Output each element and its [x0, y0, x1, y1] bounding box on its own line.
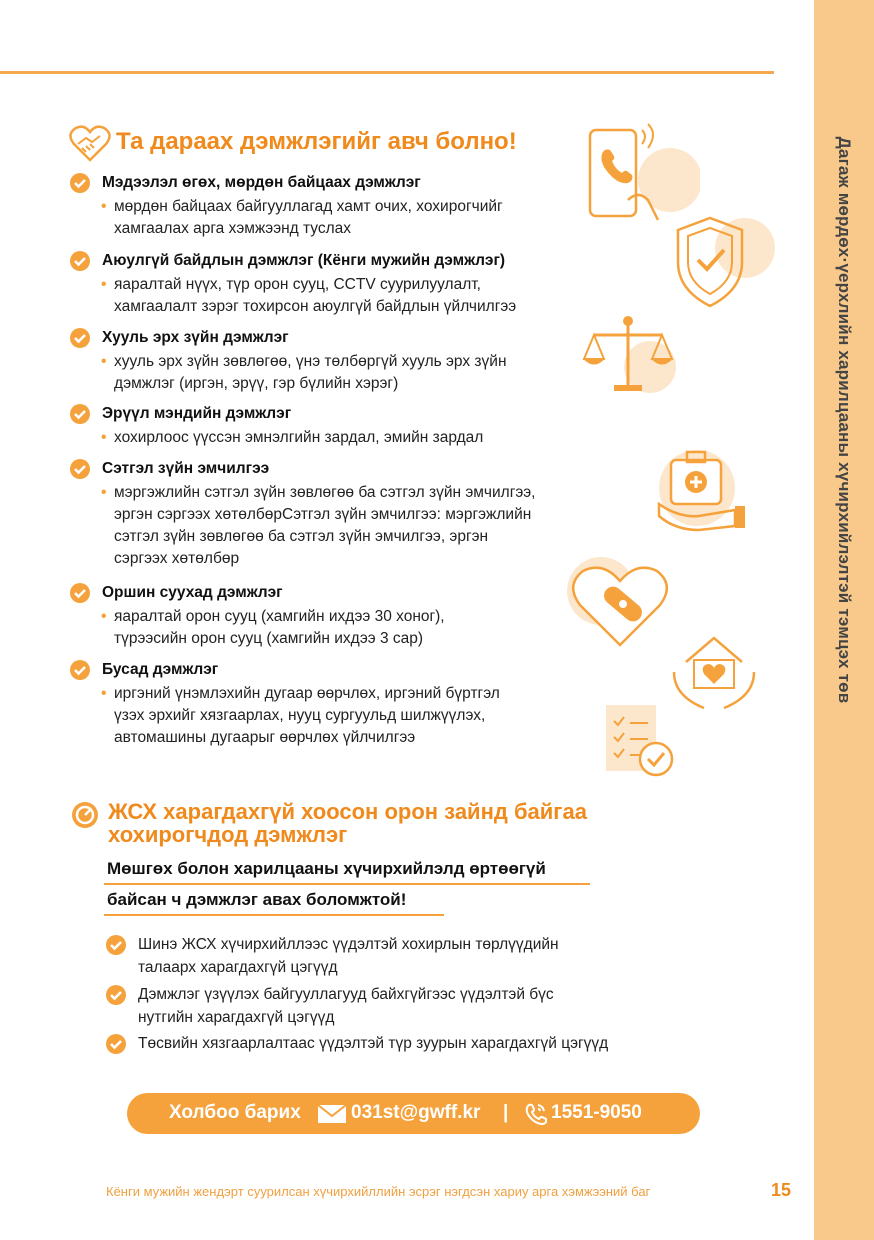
bullet-icon: • [101, 353, 107, 370]
support-item-line: иргэний үнэмлэхийн дугаар өөрчлөх, иргэний бүртгэл [114, 685, 500, 702]
bullet-icon: • [101, 429, 107, 446]
support-item-heading: Сэтгэл зүйн эмчилгээ [102, 460, 270, 477]
support-item-line: яаралтай нүүх, түр орон сууц, CCTV суурилуулалт, [114, 276, 481, 293]
footer-text: Кёнги мужийн жендэрт суурилсан хүчирхийллийн эсрэг нэгдсэн хариу арга хэмжээний баг [106, 1184, 651, 1199]
bullet-icon: • [101, 685, 107, 702]
section2-subtitle-line: Мөшгөх болон харилцааны хүчирхийлэлд өртөөгүй [107, 859, 546, 878]
shield-check-icon [670, 210, 780, 310]
check-icon [106, 1034, 126, 1054]
checklist-icon [602, 705, 682, 785]
bullet-icon: • [101, 276, 107, 293]
bullet-icon: • [101, 198, 107, 215]
support-item-heading: Хууль эрх зүйн дэмжлэг [102, 329, 289, 346]
subtitle-underline [104, 883, 590, 885]
support-item-heading: Бусад дэмжлэг [102, 661, 219, 678]
support-item-heading: Оршин суухад дэмжлэг [102, 584, 283, 601]
support-item [70, 660, 500, 749]
contact-separator: | [503, 1102, 509, 1123]
support-item [70, 251, 516, 318]
section2-title-line: хохирогчдод дэмжлэг [108, 822, 348, 847]
contact-bar [127, 1093, 700, 1134]
bullet-icon: • [101, 484, 107, 501]
top-divider [0, 71, 774, 74]
page-number: 15 [771, 1180, 792, 1200]
section2-subtitle-line: байсан ч дэмжлэг авах боломжтой! [107, 890, 407, 909]
blind-spot-line: Дэмжлэг үзүүлэх байгууллагууд байхгүйгээс үүдэлтэй бүс [138, 986, 554, 1003]
support-item-line: сэтгэл зүйн зөвлөгөө ба сэтгэл зүйн эмчилгээ, эргэн [114, 528, 489, 545]
blind-spot-item [106, 983, 554, 1029]
check-icon [70, 173, 90, 193]
check-icon [70, 660, 90, 680]
support-item-line: түрээсийн орон сууц (хамгийн ихдээ 3 сар) [114, 630, 424, 647]
support-item-line: үзэх эрхийг хязгаарлах, нууц сургуульд шилжүүлэх, [114, 707, 486, 724]
contact-label: Холбоо барих [169, 1102, 301, 1123]
target-icon [71, 801, 99, 829]
blind-spot-line: Шинэ ЖСХ хүчирхийллээс үүдэлтэй хохирлын төрлүүдийн [138, 936, 559, 953]
support-item-line: автомашины дугаарыг өөрчлөх үйлчилгээ [114, 729, 416, 746]
blind-spot-line: талаарх харагдахгүй цэгүүд [138, 959, 338, 976]
support-item-line: мөрдөн байцаах байгууллагад хамт очих, хохирогчийг [114, 198, 503, 215]
support-item-heading: Эрүүл мэндийн дэмжлэг [102, 405, 292, 422]
scales-icon [580, 315, 680, 395]
support-item-line: мэргэжлийн сэтгэл зүйн зөвлөгөө ба сэтгэл зүйн эмчилгээ, [114, 484, 536, 501]
check-icon [70, 404, 90, 424]
mail-icon [317, 1104, 347, 1124]
medical-kit-icon [655, 440, 755, 535]
contact-email[interactable]: 031st@gwff.kr [351, 1102, 481, 1123]
support-item [70, 459, 535, 570]
contact-phone[interactable]: 1551-9050 [551, 1102, 642, 1123]
section2-title [108, 800, 587, 846]
support-item-heading: Аюулгүй байдлын дэмжлэг (Кёнги мужийн дэмжлэг) [102, 252, 506, 269]
check-icon [106, 985, 126, 1005]
blind-spot-item [106, 933, 559, 979]
support-item [70, 173, 503, 240]
subtitle-underline [104, 914, 444, 916]
check-icon [106, 935, 126, 955]
support-item-line: сэргээх хөтөлбөр [114, 550, 240, 567]
support-item [70, 404, 483, 449]
section1-title: Та дараах дэмжлэгийг авч болно! [116, 128, 517, 155]
support-item-line: хууль эрх зүйн зөвлөгөө, үнэ төлбөргүй хууль эрх зүйн [114, 353, 507, 370]
check-icon [70, 459, 90, 479]
support-item-line: хамгаалалт зэрэг тохирсон аюулгүй байдлын үйлчилгээ [114, 298, 517, 315]
support-item-line: дэмжлэг (иргэн, эрүү, гэр бүлийн хэрэг) [114, 375, 399, 392]
phone-icon [523, 1102, 547, 1126]
support-item [70, 328, 507, 395]
support-item-heading: Мэдээлэл өгөх, мөрдөн байцаах дэмжлэг [102, 174, 421, 191]
heart-bandage-icon [565, 555, 675, 655]
support-item [70, 583, 445, 650]
bullet-icon: • [101, 608, 107, 625]
side-title: Дагаж мөрдөх·үерхлийн харилцааны хүчирхийлэлтэй тэмцэх төв [835, 136, 854, 704]
support-item-line: эргэн сэргээх хөтөлбөрСэтгэл зүйн эмчилгээ: мэргэжлийн [114, 506, 532, 523]
support-item-line: яаралтай орон сууц (хамгийн ихдээ 30 хоног), [114, 608, 445, 625]
section2-title-line: ЖСХ харагдахгүй хоосон орон зайнд байгаа [108, 799, 587, 824]
blind-spot-line: Төсвийн хязгаарлалтаас үүдэлтэй түр зуурын харагдахгүй цэгүүд [138, 1035, 609, 1052]
check-icon [70, 328, 90, 348]
check-icon [70, 583, 90, 603]
blind-spot-item [106, 1032, 608, 1055]
support-item-line: хохирлоос үүссэн эмнэлгийн зардал, эмийн зардал [114, 429, 484, 446]
house-heart-hands-icon [670, 632, 760, 712]
check-icon [70, 251, 90, 271]
heart-handshake-icon [68, 124, 112, 164]
support-item-line: хамгаалах арга хэмжээнд туслах [114, 220, 352, 237]
blind-spot-line: нутгийн харагдахгүй цэгүүд [138, 1009, 335, 1026]
